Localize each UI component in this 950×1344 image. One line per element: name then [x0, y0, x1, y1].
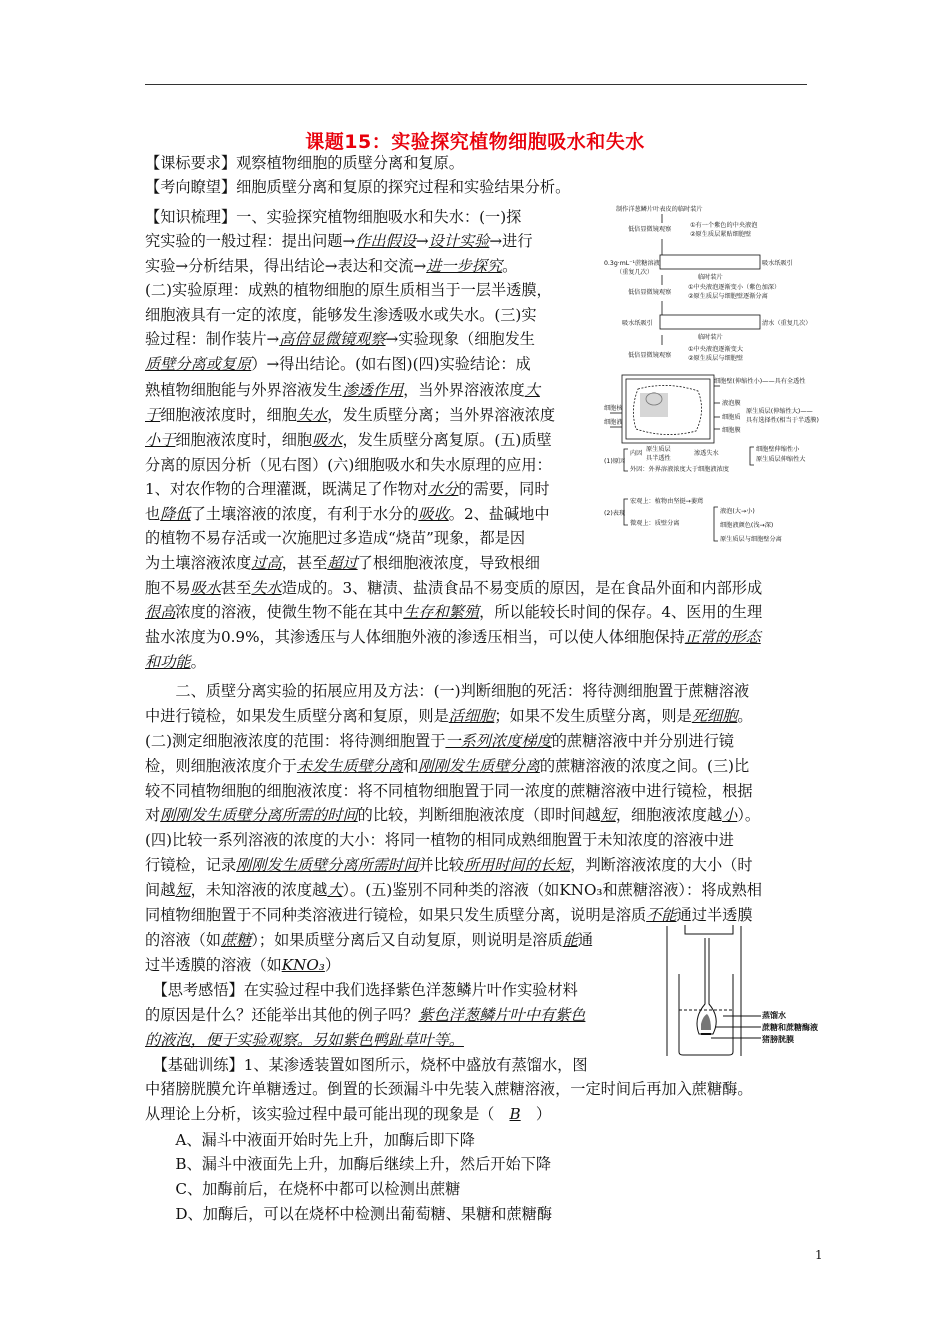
- text-span: 通过半透膜: [676, 906, 753, 924]
- text-span: ）；如果质壁分离后又自动复原，则说明是溶质: [251, 931, 563, 949]
- text-line: [145, 280, 587, 300]
- fig1-obs3-b: ②原生质层与细胞壁: [688, 355, 744, 362]
- fig1-cytoplasm: 细胞质: [722, 414, 741, 421]
- text-span: 细胞液浓度时，细胞: [175, 431, 313, 449]
- text-span: 和: [403, 757, 419, 775]
- text-span: ）。(五)鉴别不同种类的溶液（如KNO₃和蔗糖溶液）：将成熟相: [342, 881, 762, 899]
- text-line: [145, 627, 807, 647]
- fig1-obs1-a: ①有一个紫色的中央液泡: [690, 222, 758, 229]
- answer-text: B: [509, 1105, 521, 1123]
- text-span: 究实验的一般过程：提出问题→: [145, 232, 356, 250]
- text-span: 为土壤溶液浓度: [145, 554, 252, 572]
- text-line: [145, 153, 807, 173]
- text-line: [145, 706, 807, 726]
- text-span: 同植物细胞置于不同种类溶液进行镜检，如果只发生质壁分离，说明是溶质: [145, 906, 647, 924]
- text-span: 的原因是什么？还能举出其他的例子吗？: [145, 1006, 419, 1024]
- text-line: [145, 177, 807, 197]
- fig1-blot1: 吸水纸吸引: [762, 260, 793, 267]
- text-span: ）→得出结论。(如右图)(四)实验结论：成: [251, 355, 531, 373]
- text-span: 甚至: [220, 579, 252, 597]
- answer-text: 超过: [327, 554, 358, 572]
- text-span: 【知识梳理】一、实验探究植物细胞吸水和失水：(一)探: [145, 208, 522, 226]
- fig1-heading: 制作洋葱鳞片叶表皮的临时装片: [616, 206, 703, 213]
- fig1-color: 细胞液颜色(浅→深): [720, 522, 774, 529]
- text-span: 【思考感悟】在实验过程中我们选择紫色洋葱鳞片叶作实验材料: [145, 981, 578, 999]
- fig1-obs2-a: ①中央液泡逐渐变小（紫色加深）: [688, 284, 781, 291]
- text-span: ，发生质壁分离；当外界溶液浓度: [327, 406, 556, 424]
- fig1-reason: (1)原因: [604, 458, 626, 465]
- answer-text: 短: [600, 806, 616, 824]
- answer-text: 质壁分离或复原: [145, 355, 252, 373]
- text-span: 也: [145, 505, 161, 523]
- fig1-obs3: 低倍显微镜观察: [628, 352, 672, 359]
- text-line: [145, 756, 807, 776]
- answer-text: 吸水: [190, 579, 221, 597]
- answer-text: 于: [145, 406, 161, 424]
- text-line: [145, 1005, 650, 1025]
- text-span: →实验现象（细胞发生: [385, 330, 535, 348]
- answer-text: 短: [175, 881, 191, 899]
- text-span: ）: [520, 1105, 552, 1123]
- vacuole-shading: [640, 393, 668, 417]
- answer-text: KNO₃: [281, 956, 325, 974]
- text-span: 【考向瞭望】细胞质壁分离和复原的探究过程和实验结果分析。: [145, 178, 571, 196]
- text-span: 中进行镜检，如果发生质壁分离和复原，则是: [145, 707, 449, 725]
- text-span: (四)比较一系列溶液的浓度的大小：将同一植物的相同成熟细胞置于未知浓度的溶液中进: [145, 831, 734, 849]
- text-span: ）。: [737, 806, 761, 824]
- text-span: ，当外界溶液浓度: [403, 381, 525, 399]
- text-span: 。: [190, 653, 206, 671]
- text-line: [145, 830, 807, 850]
- answer-text: 死细胞: [691, 707, 738, 725]
- text-span: 【基础训练】1、某渗透装置如图所示，烧杯中盛放有蒸馏水，图: [145, 1056, 588, 1074]
- text-line: [145, 681, 807, 701]
- text-line: [145, 602, 807, 622]
- page-number: 1: [815, 1248, 823, 1262]
- text-line: [145, 430, 587, 450]
- text-span: →: [415, 232, 429, 250]
- text-span: 。2、盐碱地中: [448, 505, 550, 523]
- fig1-vac: 液泡(大→小): [720, 508, 755, 515]
- answer-text: 设计实验: [428, 232, 490, 250]
- text-span: 的蔗糖溶液的浓度之间。(三)比: [539, 757, 750, 775]
- text-line: [145, 455, 587, 475]
- text-span: 间越: [145, 881, 176, 899]
- fig1-rel-a: 细胞壁伸缩性小: [756, 446, 800, 453]
- text-span: 盐水浓度为0.9%，其渗透压与人体细胞外液的渗透压相当，可以使人体细胞保持: [145, 628, 685, 646]
- osmosis-apparatus-figure: [665, 924, 818, 1056]
- answer-text: 刚刚发生质壁分离所需的时间: [160, 806, 358, 824]
- text-span: 的比较，判断细胞液浓度（即时间越: [357, 806, 601, 824]
- answer-text: 能: [562, 931, 578, 949]
- fig1-nucleus: 细胞核: [604, 405, 623, 412]
- text-span: 的溶液（如: [145, 931, 221, 949]
- answer-text: 水分: [428, 480, 459, 498]
- text-span: →进行: [489, 232, 533, 250]
- fig1-protoplast: 原生质层(伸缩性大)——: [746, 408, 813, 415]
- fig1-micro: 微观上：质壁分离: [630, 520, 680, 527]
- text-span: 过半透膜的溶液（如: [145, 956, 282, 974]
- text-span: 通: [577, 931, 594, 949]
- answer-text: 大: [524, 381, 540, 399]
- fig1-sap: 细胞液: [604, 419, 623, 426]
- text-line: [145, 578, 807, 598]
- procedure-figure: [602, 203, 819, 558]
- fig1-cell-wall: 细胞壁(伸缩性小)——具有全透性: [714, 378, 806, 385]
- text-span: ，未知溶液的浓度越: [190, 881, 328, 899]
- fig1-macro: 宏观上：植物由坚挺→萎蔫: [630, 498, 704, 505]
- text-span: ）: [324, 956, 341, 974]
- answer-text: 不能: [646, 906, 677, 924]
- text-line: [145, 1204, 807, 1224]
- text-line: [145, 207, 587, 227]
- fig1-rel-b: 原生质层伸缩性大: [756, 456, 806, 463]
- text-line: [145, 479, 587, 499]
- answer-text: 降低: [160, 505, 191, 523]
- fig1-obs1: 低倍显微镜观察: [628, 226, 672, 233]
- answer-text: 刚刚发生质壁分离: [418, 757, 540, 775]
- text-span: 。: [737, 707, 753, 725]
- text-line: [145, 528, 587, 548]
- text-line: [145, 905, 807, 925]
- text-span: 验过程：制作装片→: [145, 330, 280, 348]
- text-span: ，细胞液浓度越: [615, 806, 723, 824]
- header-rule: [145, 84, 807, 85]
- text-line: [145, 1179, 807, 1199]
- text-span: ，所以能较长时间的保存。4、医用的生理: [479, 603, 763, 621]
- text-line: [145, 256, 587, 276]
- text-span: ，甚至: [281, 554, 328, 572]
- fig1-water: 清水（重复几次）: [762, 320, 812, 327]
- answer-text: 吸收: [418, 505, 449, 523]
- fig1-sucrose: 0.3g·mL⁻¹蔗糖溶液: [604, 260, 660, 267]
- text-span: 并比较: [418, 856, 464, 874]
- text-span: 检，则细胞液浓度介于: [145, 757, 297, 775]
- text-span: 中猪膀胱膜允许单糖透过。倒置的长颈漏斗中先装入蔗糖溶液，一定时间后再加入蔗糖酶。: [145, 1080, 753, 1098]
- answer-text: 高倍显微镜观察: [279, 330, 386, 348]
- fig1-obs3-a: ①中央液泡逐渐变大: [688, 346, 744, 353]
- text-span: 造成的。3、糖渍、盐渍食品不易变质的原因，是在食品外面和内部形成: [281, 579, 763, 597]
- text-span: 熟植物细胞能与外界溶液发生: [145, 381, 343, 399]
- text-line: [145, 1154, 807, 1174]
- text-span: ，发生质壁分离复原。(五)质壁: [342, 431, 552, 449]
- fig1-slide2: 临时装片: [698, 334, 723, 341]
- answer-text: 所用时间的长短: [463, 856, 571, 874]
- text-span: 较不同植物细胞的细胞液浓度：将不同植物细胞置于同一浓度的蔗糖溶液中进行镜检，根据: [145, 782, 753, 800]
- text-line: [145, 955, 650, 975]
- text-span: (二)实验原理：成熟的植物细胞的原生质相当于一层半透膜，: [145, 281, 552, 299]
- text-span: 细胞液浓度时，细胞: [160, 406, 297, 424]
- text-line: [145, 652, 807, 672]
- fig2-membrane-label: 猪膀胱膜: [762, 1035, 794, 1044]
- text-line: [145, 354, 587, 374]
- text-span: 分离的原因分析（见右图）(六)细胞吸水和失水原理的应用：: [145, 456, 552, 474]
- text-line: [145, 880, 807, 900]
- answer-text: 刚刚发生质壁分离所需时间: [236, 856, 419, 874]
- text-line: [145, 329, 587, 349]
- fig2-water-label: 蒸馏水: [762, 1011, 786, 1020]
- text-line: [145, 930, 650, 950]
- text-line: [145, 805, 807, 825]
- fig1-obs2: 低倍显微镜观察: [628, 289, 672, 296]
- text-span: C、加酶前后，在烧杯中都可以检测出蔗糖: [145, 1180, 461, 1198]
- answer-text: 和功能: [145, 653, 191, 671]
- fig1-membrane: 液泡膜: [722, 400, 741, 407]
- text-span: 【课标要求】观察植物细胞的质壁分离和复原。: [145, 154, 464, 172]
- answer-text: 渗透作用: [342, 381, 404, 399]
- answer-text: 小于: [145, 431, 176, 449]
- text-line: [145, 781, 807, 801]
- answer-text: 吸水: [312, 431, 343, 449]
- fig1-display: (2)表现: [604, 510, 626, 517]
- fig1-inner-a: 原生质层: [646, 446, 671, 453]
- text-span: 了根细胞液浓度，导致根细: [357, 554, 540, 572]
- answer-text: 未发生质壁分离: [296, 757, 404, 775]
- text-span: 浓度的溶液，使微生物不能在其中: [175, 603, 404, 621]
- text-line: [145, 1079, 807, 1099]
- text-line: [145, 405, 587, 425]
- fig1-water-loss: 渗透失水: [694, 450, 719, 457]
- text-span: (二)测定细胞液浓度的范围：将待测细胞置于: [145, 732, 446, 750]
- answer-text: 蔗糖: [220, 931, 252, 949]
- answer-text: 作出假设: [355, 232, 416, 250]
- text-line: [145, 504, 587, 524]
- fig1-inner-b: 具半透性: [646, 455, 671, 462]
- text-line: [145, 1030, 650, 1050]
- answer-text: 小: [722, 806, 738, 824]
- text-span: 了土壤溶液的浓度，有利于水分的: [190, 505, 419, 523]
- text-span: 从理论上分析，该实验过程中最可能出现的现象是（: [145, 1105, 510, 1123]
- text-line: [145, 380, 587, 400]
- text-span: 行镜检，记录: [145, 856, 237, 874]
- text-span: 1、对农作物的合理灌溉，既满足了作物对: [145, 480, 429, 498]
- answer-text: 失水: [251, 579, 282, 597]
- funnel-solution: [701, 1014, 711, 1030]
- text-span: 实验→分析结果，得出结论→表达和交流→: [145, 257, 427, 275]
- fig1-repeat: （重复几次）: [616, 269, 654, 276]
- text-span: 细胞液具有一定的浓度，能够发生渗透吸水或失水。(三)实: [145, 306, 537, 324]
- text-span: 对: [145, 806, 161, 824]
- page-title: 课题15：实验探究植物细胞吸水和失水: [305, 131, 645, 153]
- text-span: ，判断溶液浓度的大小（时: [570, 856, 753, 874]
- fig1-blot2: 吸水纸吸引: [622, 320, 653, 327]
- answer-text: 过高: [251, 554, 282, 572]
- text-span: 的蔗糖溶液中并分别进行镜: [551, 732, 734, 750]
- fig1-sep: 原生质层与细胞壁分离: [720, 536, 782, 543]
- text-line: [145, 980, 650, 1000]
- answer-text: 生存和繁殖: [403, 603, 480, 621]
- text-span: 。: [502, 257, 518, 275]
- text-span: ；如果不发生质壁分离，则是: [494, 707, 692, 725]
- answer-text: 很高: [145, 603, 176, 621]
- answer-text: 正常的形态: [684, 628, 761, 646]
- answer-text: 的液泡，便于实验观察。另如紫色鸭趾草叶等。: [145, 1031, 464, 1049]
- text-span: 的需要，同时: [458, 480, 550, 498]
- answer-text: 失水: [296, 406, 328, 424]
- answer-text: 进一步探究: [426, 257, 503, 275]
- text-span: A、漏斗中液面开始时先上升，加酶后即下降: [145, 1131, 475, 1149]
- fig2-sucrose-label: 蔗糖和蔗糖酶液: [762, 1023, 818, 1032]
- text-line: [145, 231, 587, 251]
- text-span: D、加酶后，可以在烧杯中检测出葡萄糖、果糖和蔗糖酶: [145, 1205, 553, 1223]
- text-span: B、漏斗中液面先上升，加酶后继续上升，然后开始下降: [145, 1155, 552, 1173]
- fig1-selective: 具有选择性(相当于半透膜): [746, 417, 819, 424]
- fig1-plasma: 细胞膜: [722, 427, 741, 434]
- answer-text: 一系列浓度梯度: [445, 732, 552, 750]
- text-line: [145, 1130, 807, 1150]
- text-span: 胞不易: [145, 579, 191, 597]
- text-span: 的植物不易存活或一次施肥过多造成“烧苗”现象，都是因: [145, 529, 526, 547]
- text-line: [145, 553, 587, 573]
- fig1-obs2-b: ②原生质层与细胞壁逐渐分离: [688, 293, 768, 300]
- fig1-inner: 内因: [630, 450, 643, 457]
- fig1-outer: 外因：外界溶液浓度大于细胞液浓度: [630, 466, 729, 473]
- text-line: [145, 731, 807, 751]
- text-line: [145, 1104, 807, 1124]
- fig1-obs1-b: ②原生质层紧贴细胞壁: [690, 231, 752, 238]
- answer-text: 活细胞: [448, 707, 495, 725]
- text-span: 二、质壁分离实验的拓展应用及方法：(一)判断细胞的死活：将待测细胞置于蔗糖溶液: [145, 682, 750, 700]
- text-line: [145, 855, 807, 875]
- answer-text: 大: [327, 881, 343, 899]
- text-line: [145, 305, 587, 325]
- fig1-slide: 临时装片: [698, 274, 723, 281]
- text-line: [145, 1055, 650, 1075]
- answer-text: 紫色洋葱鳞片叶中有紫色: [418, 1006, 586, 1024]
